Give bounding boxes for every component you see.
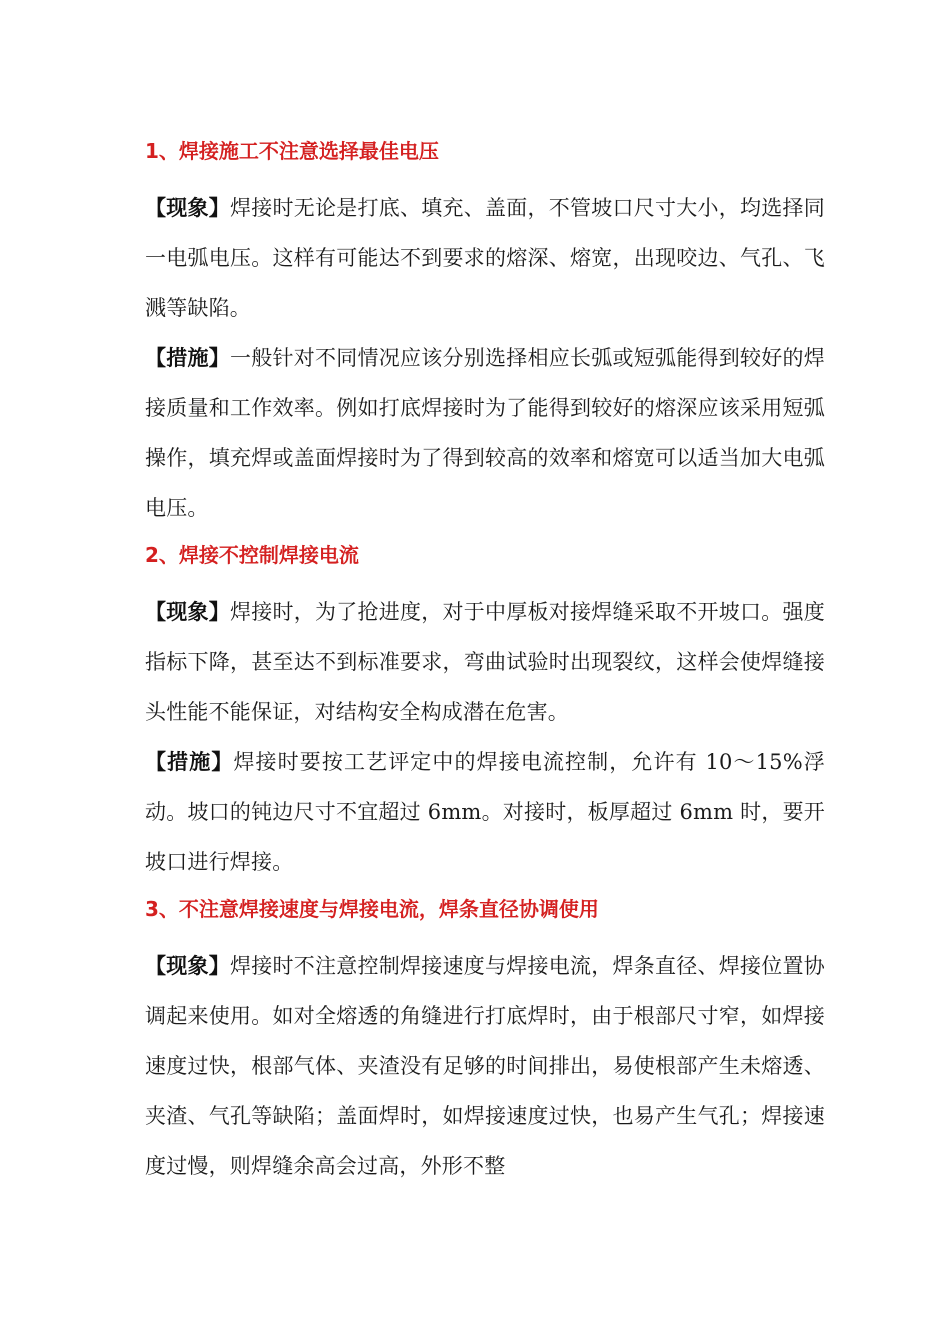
paragraph-text: 焊接时要按工艺评定中的焊接电流控制，允许有 10～15%浮动。坡口的钝边尺寸不宜超过 6mm。对接时，板厚超过 6mm 时，要开坡口进行焊接。 xyxy=(145,750,825,874)
paragraph-tag: 【现象】 xyxy=(145,196,231,220)
section-heading: 3、不注意焊接速度与焊接电流，焊条直径协调使用 xyxy=(145,897,599,921)
paragraph-text: 焊接时无论是打底、填充、盖面，不管坡口尺寸大小，均选择同一电弧电压。这样有可能达不到要求的熔深、熔宽，出现咬边、气孔、飞溅等缺陷。 xyxy=(145,196,825,320)
paragraph-phenomenon xyxy=(145,587,825,737)
document-page xyxy=(145,133,825,1191)
paragraph-measure xyxy=(145,737,825,887)
paragraph-tag: 【现象】 xyxy=(145,954,231,978)
paragraph-text: 焊接时不注意控制焊接速度与焊接电流，焊条直径、焊接位置协调起来使用。如对全熔透的角缝进行打底焊时，由于根部尺寸窄，如焊接速度过快，根部气体、夹渣没有足够的时间排出，易使根部产生未熔透、夹渣、气孔等缺陷；盖面焊时，如焊接速度过快，也易产生气孔；焊接速度过慢，则焊缝余高会过高，外形不整 xyxy=(145,954,825,1178)
section-3 xyxy=(145,891,825,1191)
section-1 xyxy=(145,133,825,533)
paragraph-phenomenon xyxy=(145,941,825,1191)
section-heading: 2、焊接不控制焊接电流 xyxy=(145,543,359,567)
paragraph-text: 焊接时，为了抢进度，对于中厚板对接焊缝采取不开坡口。强度指标下降，甚至达不到标准要求，弯曲试验时出现裂纹，这样会使焊缝接头性能不能保证，对结构安全构成潜在危害。 xyxy=(145,600,825,724)
paragraph-tag: 【现象】 xyxy=(145,600,231,624)
paragraph-measure xyxy=(145,333,825,533)
paragraph-text: 一般针对不同情况应该分别选择相应长弧或短弧能得到较好的焊接质量和工作效率。例如打底焊接时为了能得到较好的熔深应该采用短弧操作，填充焊或盖面焊接时为了得到较高的效率和熔宽可以适当加大电弧电压。 xyxy=(145,346,825,520)
paragraph-tag: 【措施】 xyxy=(145,346,231,370)
paragraph-tag: 【措施】 xyxy=(145,750,234,774)
section-2 xyxy=(145,537,825,887)
section-heading: 1、焊接施工不注意选择最佳电压 xyxy=(145,139,439,163)
paragraph-phenomenon xyxy=(145,183,825,333)
